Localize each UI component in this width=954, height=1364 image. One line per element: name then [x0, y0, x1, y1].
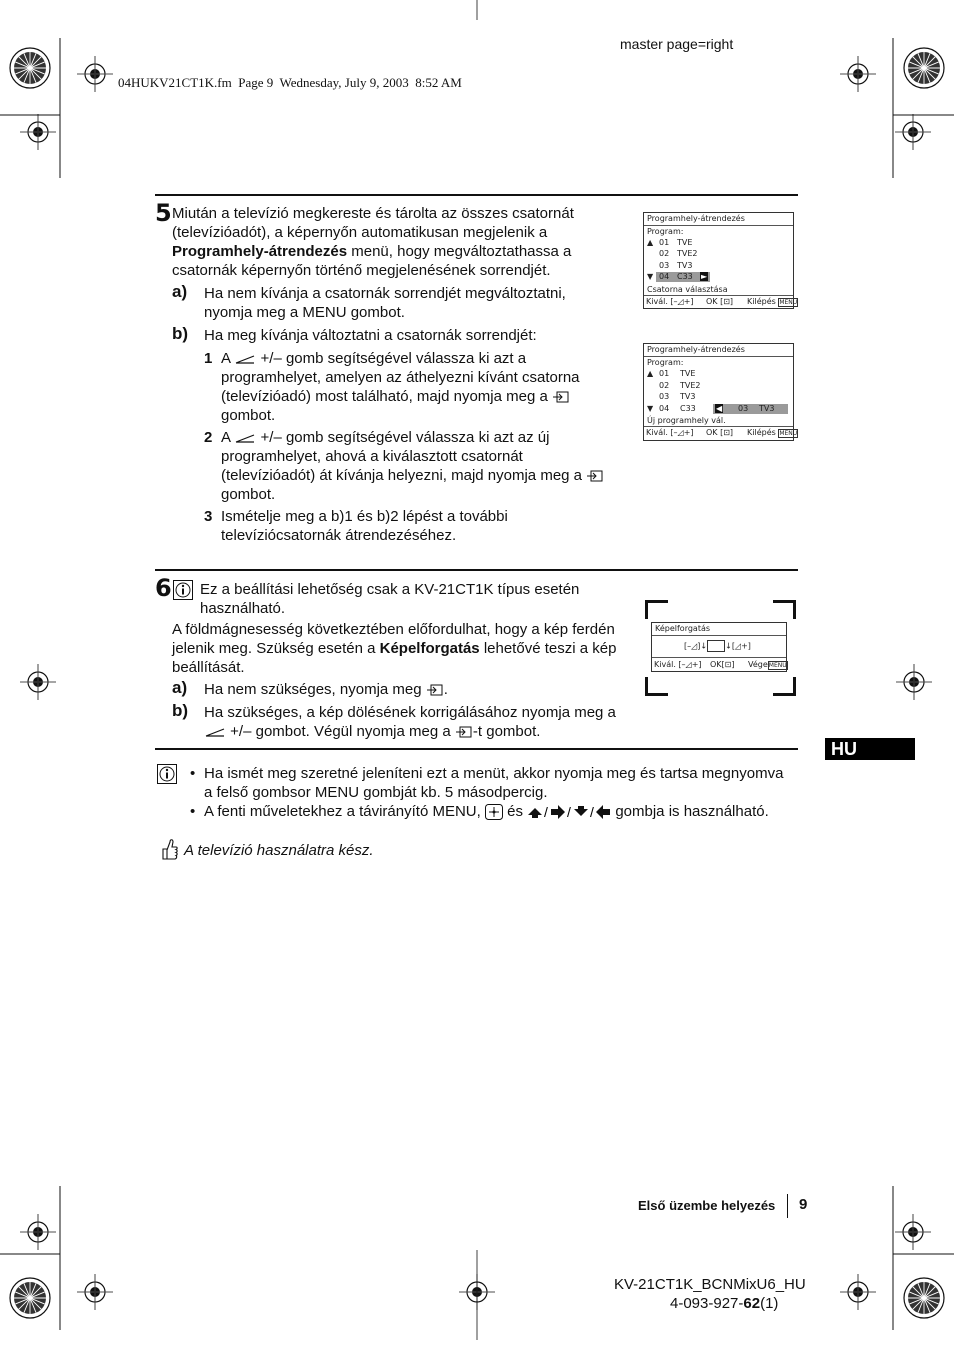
step6-note	[200, 580, 630, 618]
text-fragment: A	[221, 350, 235, 367]
osd-menu-key: MENU	[768, 662, 787, 669]
screen-frame-corner	[645, 677, 668, 696]
step-number: 6	[155, 574, 172, 602]
osd-title: Képelforgatás	[655, 624, 711, 633]
substep-number: 1	[204, 350, 213, 367]
footer-code	[670, 1295, 778, 1312]
text-line: Ez a beállítási lehetőség csak a KV-21CT1K típus esetén	[200, 581, 580, 598]
osd-footer-text: Kivál.	[646, 428, 668, 437]
osd-menu-key: MENU	[779, 430, 798, 437]
option-label: b)	[172, 701, 189, 720]
note-2	[204, 802, 769, 821]
option-label: a)	[172, 282, 188, 301]
osd-row-num: 03	[659, 392, 670, 401]
text-fragment: 4-093-927-	[670, 1295, 744, 1312]
text-fragment: Ha nem szükséges, nyomja meg	[204, 681, 426, 698]
osd-row-name: TVE	[677, 238, 693, 247]
text-line: Ha nem kívánja a csatornák sorrendjét megváltoztatni,	[204, 285, 566, 302]
osd-up-icon: ▲	[647, 369, 654, 378]
menu-name: Képelforgatás	[379, 640, 480, 657]
text-fragment: +/– gombot. Végül nyomja meg a	[226, 723, 455, 740]
option-b-text	[204, 703, 634, 741]
enter-button-icon	[552, 390, 570, 404]
enter-button-icon	[455, 725, 473, 739]
osd-row-num: 02	[659, 381, 670, 390]
section-rule	[155, 194, 798, 196]
osd-title: Programhely-átrendezés	[647, 214, 745, 223]
osd-picture-rotation	[651, 622, 787, 672]
ok-button-icon	[485, 804, 503, 820]
osd-row-name: TVE2	[680, 381, 701, 390]
osd-down-icon: ▼	[647, 272, 654, 281]
osd-footer-text: Kivál.	[646, 297, 668, 306]
osd-row-name: C33	[677, 272, 693, 281]
info-icon	[157, 764, 177, 784]
text-line: Ismételje meg a b)1 és b)2 lépést a további	[221, 508, 508, 525]
text-fragment: jelenik meg. Szükség esetén a	[172, 640, 380, 657]
step-number: 5	[155, 199, 172, 227]
osd-menu-key: MENU	[779, 299, 798, 306]
menu-name: Programhely-átrendezés	[172, 243, 348, 260]
text-line	[221, 428, 621, 447]
osd-move-icon: ◀	[716, 404, 723, 413]
osd-divider	[652, 635, 786, 636]
text-fragment: 62	[743, 1295, 761, 1312]
osd-row-num: 02	[659, 249, 670, 258]
osd-footer-exit	[747, 428, 798, 437]
osd-program-reorder-1	[643, 212, 798, 309]
osd-row-name: TVE2	[677, 249, 698, 258]
text-fragment: +/– gomb segítségével válassza ki azt a	[256, 350, 527, 367]
osd-footer-text: Kivál.	[654, 660, 676, 669]
svg-text:/: /	[590, 805, 595, 820]
text-line: gombot.	[221, 407, 276, 424]
text-line	[221, 349, 621, 368]
text-line: programhelyet, ahová a kiválasztott csatornát	[221, 448, 523, 465]
osd-highlight	[713, 404, 788, 414]
osd-row-name: TVE	[680, 369, 696, 378]
osd-rotation-control: [–◿]↓ ↓[◿+]	[684, 641, 751, 651]
text-line	[221, 466, 621, 485]
osd-footer-ok: OK [⊡]	[706, 297, 734, 306]
osd-footer-select: Kivál. [–◿+]	[646, 297, 694, 306]
text-fragment: menü, hogy megváltoztathassa a	[347, 243, 572, 260]
option-a-text	[204, 680, 448, 699]
text-fragment: lehetővé teszi a kép	[479, 640, 617, 657]
note-bullet: •	[190, 803, 196, 820]
language-tab: HU	[825, 738, 915, 760]
text-fragment: (televízióadót) át kívánja helyezni, majd nyomja meg a	[221, 467, 587, 484]
substep-3-text	[221, 507, 621, 545]
screen-frame-corner	[645, 600, 668, 619]
text-line: (televízióadót), a képernyőn automatikusan megjelenik a	[172, 224, 548, 241]
text-fragment: (1)	[760, 1295, 779, 1312]
footer-model: KV-21CT1K_BCNMixU6_HU	[614, 1276, 806, 1293]
program-updown-icon	[204, 726, 226, 738]
svg-text:/: /	[567, 805, 572, 820]
osd-row-num: 03	[659, 261, 670, 270]
osd-row-num: 04	[659, 272, 670, 281]
osd-row-num: 01	[659, 369, 670, 378]
info-icon	[173, 580, 193, 600]
footer-section: Első üzembe helyezés	[638, 1198, 776, 1213]
osd-footer-ok: OK [⊡]	[706, 428, 734, 437]
text-line	[172, 242, 612, 261]
enter-button-icon	[586, 469, 604, 483]
osd-program-label: Program:	[647, 227, 684, 236]
text-fragment: A fenti műveletekhez a távirányító MENU,	[204, 803, 485, 820]
osd-footer-exit	[748, 660, 788, 669]
osd-footer-select: Kivál. [–◿+]	[654, 660, 702, 669]
ready-text	[184, 841, 374, 860]
substep-1-text	[221, 349, 621, 425]
text-line: Ha szükséges, a kép dölésének korrigálásához nyomja meg a	[204, 704, 616, 721]
osd-footer-text: OK	[706, 428, 718, 437]
osd-footer-text: Vége	[748, 660, 768, 669]
text-fragment: -t gombot.	[472, 723, 541, 740]
text-fragment: +/– gomb segítségével válassza ki azt az új	[256, 429, 550, 446]
text-line	[172, 639, 632, 658]
option-b-text: Ha meg kívánja változtatni a csatornák sorrendjét:	[204, 327, 537, 344]
step5-intro	[172, 204, 612, 280]
substep-number: 2	[204, 429, 213, 446]
text-fragment: és	[502, 803, 528, 820]
text-line: beállítását.	[172, 659, 245, 676]
text-line: Ha ismét meg szeretné jeleníteni ezt a menüt, akkor nyomja meg és tartsa megnyomva	[204, 765, 784, 782]
osd-status: Csatorna választása	[647, 285, 728, 294]
osd-footer-ok: OK[⊡]	[710, 660, 735, 669]
osd-footer-text: Kilépés	[747, 297, 776, 306]
text-line	[221, 387, 621, 406]
osd-divider	[644, 356, 793, 357]
text-fragment: A televízió használatra kész.	[184, 842, 374, 859]
master-page-label: master page=right	[620, 36, 734, 52]
osd-program-label: Program:	[647, 358, 684, 367]
osd-footer-text: OK	[710, 660, 722, 669]
screen-frame-corner	[773, 600, 796, 619]
text-line: A földmágnesesség következtében előfordulhat, hogy a kép ferdén	[172, 621, 615, 638]
section-rule	[155, 569, 798, 571]
osd-down-icon: ▼	[647, 404, 654, 413]
osd-moving-name: TV3	[759, 404, 775, 413]
text-fragment: A	[221, 429, 235, 446]
text-line: a felső gombsor MENU gombját kb. 5 másodpercig.	[204, 784, 548, 801]
text-line: Miután a televízió megkereste és tárolta az összes csatornát	[172, 205, 574, 222]
osd-footer-text: Kilépés	[747, 428, 776, 437]
text-line: csatornák képernyőn történő megjelenésének sorrendjét.	[172, 262, 551, 279]
osd-row-name: TV3	[680, 392, 696, 401]
section-rule	[155, 748, 798, 750]
osd-divider	[644, 426, 793, 427]
footer-divider	[787, 1194, 788, 1218]
program-updown-icon	[234, 353, 256, 365]
osd-footer-select: Kivál. [–◿+]	[646, 428, 694, 437]
program-updown-icon	[234, 432, 256, 444]
option-a-text	[204, 284, 566, 322]
note-bullet: •	[190, 765, 196, 782]
osd-status: Új programhely vál.	[647, 416, 726, 425]
thumbs-up-icon	[160, 837, 178, 861]
screen-frame-corner	[773, 677, 796, 696]
osd-divider	[644, 295, 793, 296]
osd-row-name: TV3	[677, 261, 693, 270]
osd-footer-text: OK	[706, 297, 718, 306]
option-label: a)	[172, 678, 188, 697]
enter-button-icon	[426, 683, 444, 697]
osd-title: Programhely-átrendezés	[647, 345, 745, 354]
text-line	[204, 722, 634, 741]
osd-row-name: C33	[680, 404, 696, 413]
osd-program-reorder-2	[643, 343, 798, 441]
option-label: b)	[172, 324, 189, 343]
substep-number: 3	[204, 508, 213, 525]
text-line: nyomja meg a MENU gombot.	[204, 304, 405, 321]
page-number: 9	[799, 1196, 808, 1213]
file-info: 04HUKV21CT1K.fm Page 9 Wednesday, July 9, 2003 8:52 AM	[118, 75, 462, 90]
text-line: programhelyet, amelyen az áthelyezni kívánt csatorna	[221, 369, 580, 386]
text-line: használható.	[200, 600, 286, 617]
text-line: gombot.	[221, 486, 276, 503]
text-line: televíziócsatornák átrendezéséhez.	[221, 527, 457, 544]
osd-up-icon: ▲	[647, 238, 654, 247]
substep-2-text	[221, 428, 621, 504]
osd-divider	[652, 657, 786, 658]
osd-footer-exit	[747, 297, 798, 306]
arrow-keys-icon	[527, 805, 611, 819]
osd-divider	[644, 225, 793, 226]
text-fragment: (televízióadó) most található, majd nyomja meg a	[221, 388, 552, 405]
svg-text:/: /	[544, 805, 549, 820]
osd-moving-num: 03	[738, 404, 749, 413]
note-1	[204, 764, 804, 802]
osd-row-num: 01	[659, 238, 670, 247]
osd-row-num: 04	[659, 404, 670, 413]
text-fragment: gombja is használható.	[611, 803, 769, 820]
step6-intro	[172, 620, 632, 677]
osd-select-icon: ►	[701, 272, 708, 281]
text-fragment: .	[443, 681, 448, 698]
